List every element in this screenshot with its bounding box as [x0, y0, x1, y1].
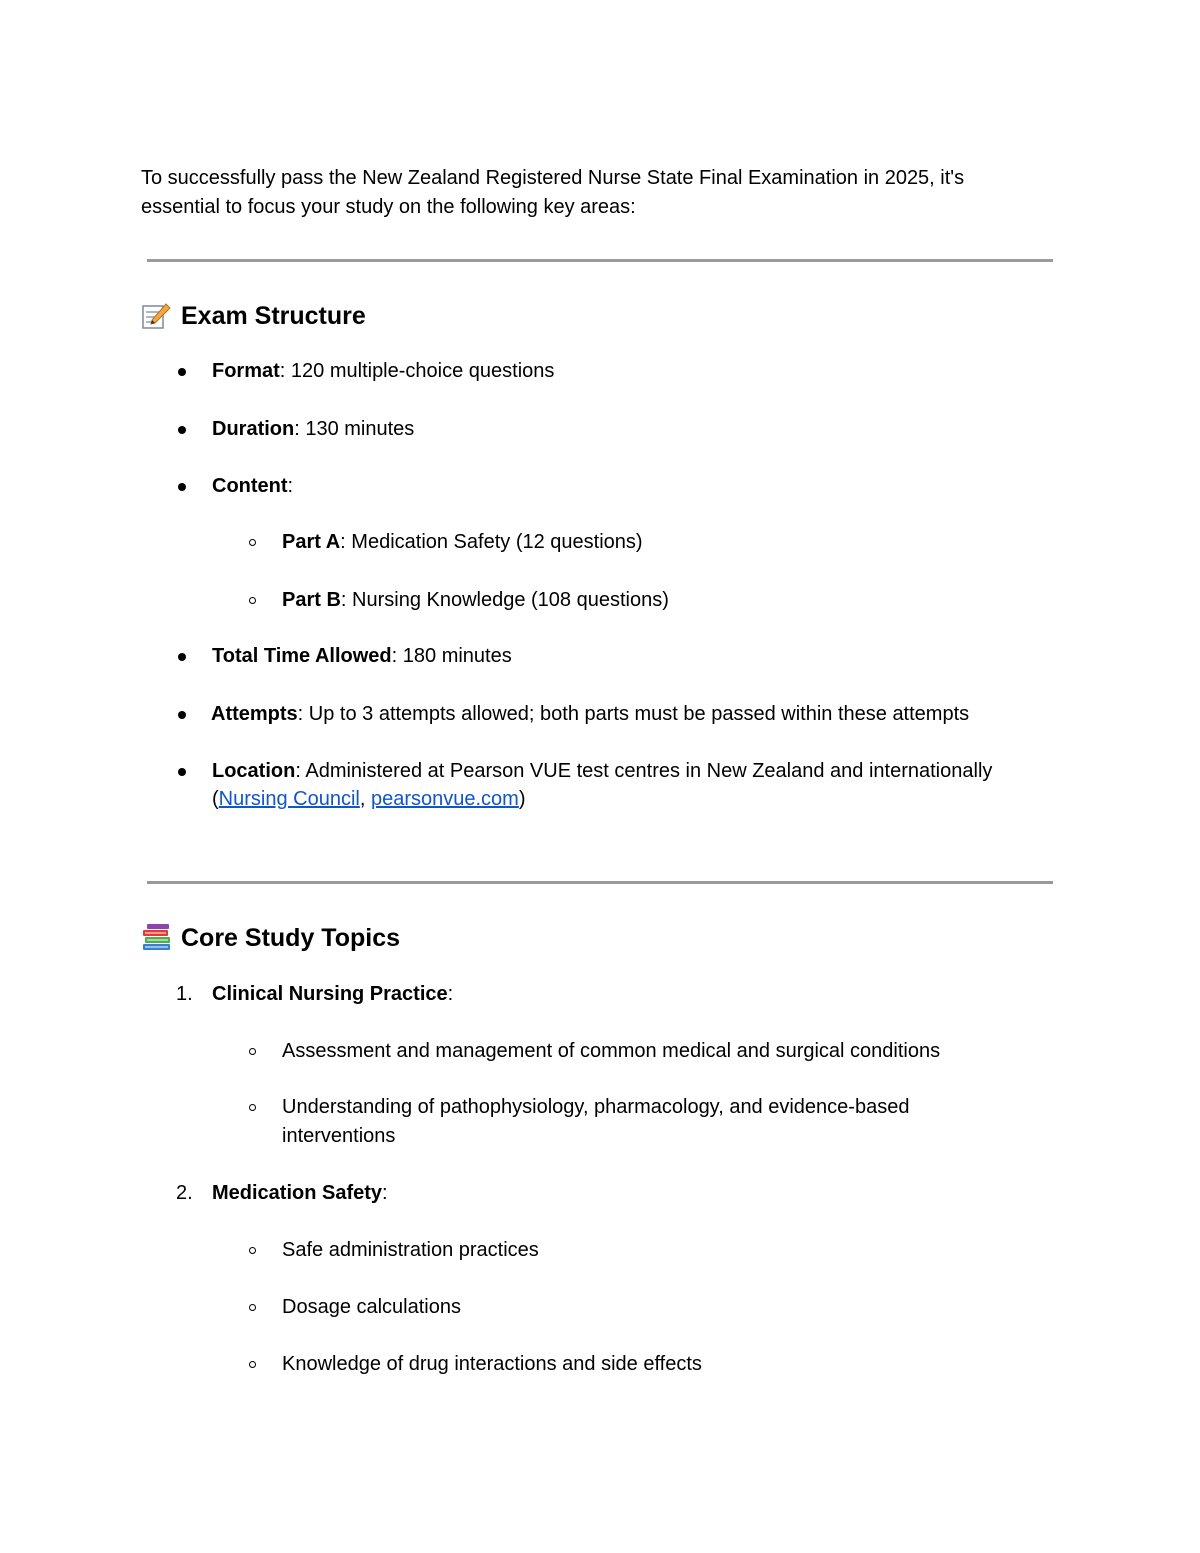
core-topics-heading: Core Study Topics: [181, 924, 401, 952]
bullet-circle: [249, 1247, 256, 1254]
bullet-dot: [178, 426, 186, 434]
list-item-duration: [212, 415, 414, 443]
sub-item-text: : Nursing Knowledge (108 questions): [340, 589, 669, 611]
list-item-label: Content: [212, 475, 288, 497]
list-item-text: : 180 minutes: [391, 645, 512, 667]
intro-line-1: To successfully pass the New Zealand Registered Nurse State Final Examination in 2025, it's: [141, 167, 965, 189]
nursing-council-link[interactable]: Nursing Council: [218, 788, 360, 810]
sub-item: Safe administration practices: [282, 1239, 539, 1261]
books-icon: [141, 924, 173, 957]
list-number: 1.: [176, 983, 193, 1005]
list-item-attempts: [211, 700, 969, 728]
bullet-circle: [249, 539, 256, 546]
list-item-label: Location: [212, 760, 296, 782]
list-item-text: : Up to 3 attempts allowed; both parts must be passed within these attempts: [297, 703, 970, 725]
bullet-circle: [249, 597, 256, 604]
intro-line-2: essential to focus your study on the following key areas:: [141, 196, 636, 218]
list-item-total-time: [212, 642, 512, 670]
sub-item: Dosage calculations: [282, 1296, 461, 1318]
list-number: 2.: [176, 1182, 193, 1204]
list-item-label: Total Time Allowed: [212, 645, 392, 667]
list-item-format: [212, 357, 554, 385]
bullet-dot: [178, 483, 186, 491]
sub-item-label: Part A: [282, 531, 341, 553]
list-item-label: Attempts: [211, 703, 298, 725]
location-sources: [212, 785, 526, 813]
bullet-dot: [178, 711, 186, 719]
divider: [147, 259, 1053, 262]
list-item-label: Format: [212, 360, 280, 382]
sub-item: Knowledge of drug interactions and side effects: [282, 1353, 702, 1375]
paren-close: ): [518, 788, 526, 810]
list-item-location: [212, 757, 992, 785]
separator: ,: [359, 788, 371, 810]
memo-icon: [141, 302, 171, 335]
bullet-dot: [178, 653, 186, 661]
sub-item-continued: interventions: [282, 1125, 396, 1147]
topic-suffix: :: [382, 1182, 388, 1204]
topic-medication-safety: [212, 1179, 388, 1207]
list-item-text: : 130 minutes: [294, 418, 415, 440]
list-item-text: :: [287, 475, 294, 497]
sub-item-part-a: [282, 528, 643, 556]
list-item-text: : 120 multiple-choice questions: [279, 360, 555, 382]
sub-item-part-b: [282, 586, 669, 614]
bullet-circle: [249, 1304, 256, 1311]
sub-item-text: : Medication Safety (12 questions): [340, 531, 643, 553]
topic-clinical-nursing: [212, 980, 453, 1008]
paren-open: (: [212, 788, 219, 810]
bullet-dot: [178, 768, 186, 776]
list-item-text: : Administered at Pearson VUE test centres in New Zealand and internationally: [295, 760, 993, 782]
sub-item-label: Part B: [282, 589, 341, 611]
sub-item: Understanding of pathophysiology, pharmacology, and evidence-based: [282, 1096, 910, 1118]
pearsonvue-link[interactable]: pearsonvue.com: [370, 788, 519, 810]
bullet-circle: [249, 1048, 256, 1055]
list-item-label: Duration: [212, 418, 295, 440]
bullet-circle: [249, 1361, 256, 1368]
bullet-dot: [178, 368, 186, 376]
topic-suffix: :: [447, 983, 454, 1005]
topic-label: Clinical Nursing Practice: [212, 983, 448, 1005]
bullet-circle: [249, 1104, 256, 1111]
topic-label: Medication Safety: [212, 1182, 383, 1204]
list-item-content: [212, 472, 293, 500]
sub-item: Assessment and management of common medical and surgical conditions: [282, 1040, 941, 1062]
exam-structure-heading: Exam Structure: [181, 302, 366, 330]
divider: [147, 881, 1053, 884]
